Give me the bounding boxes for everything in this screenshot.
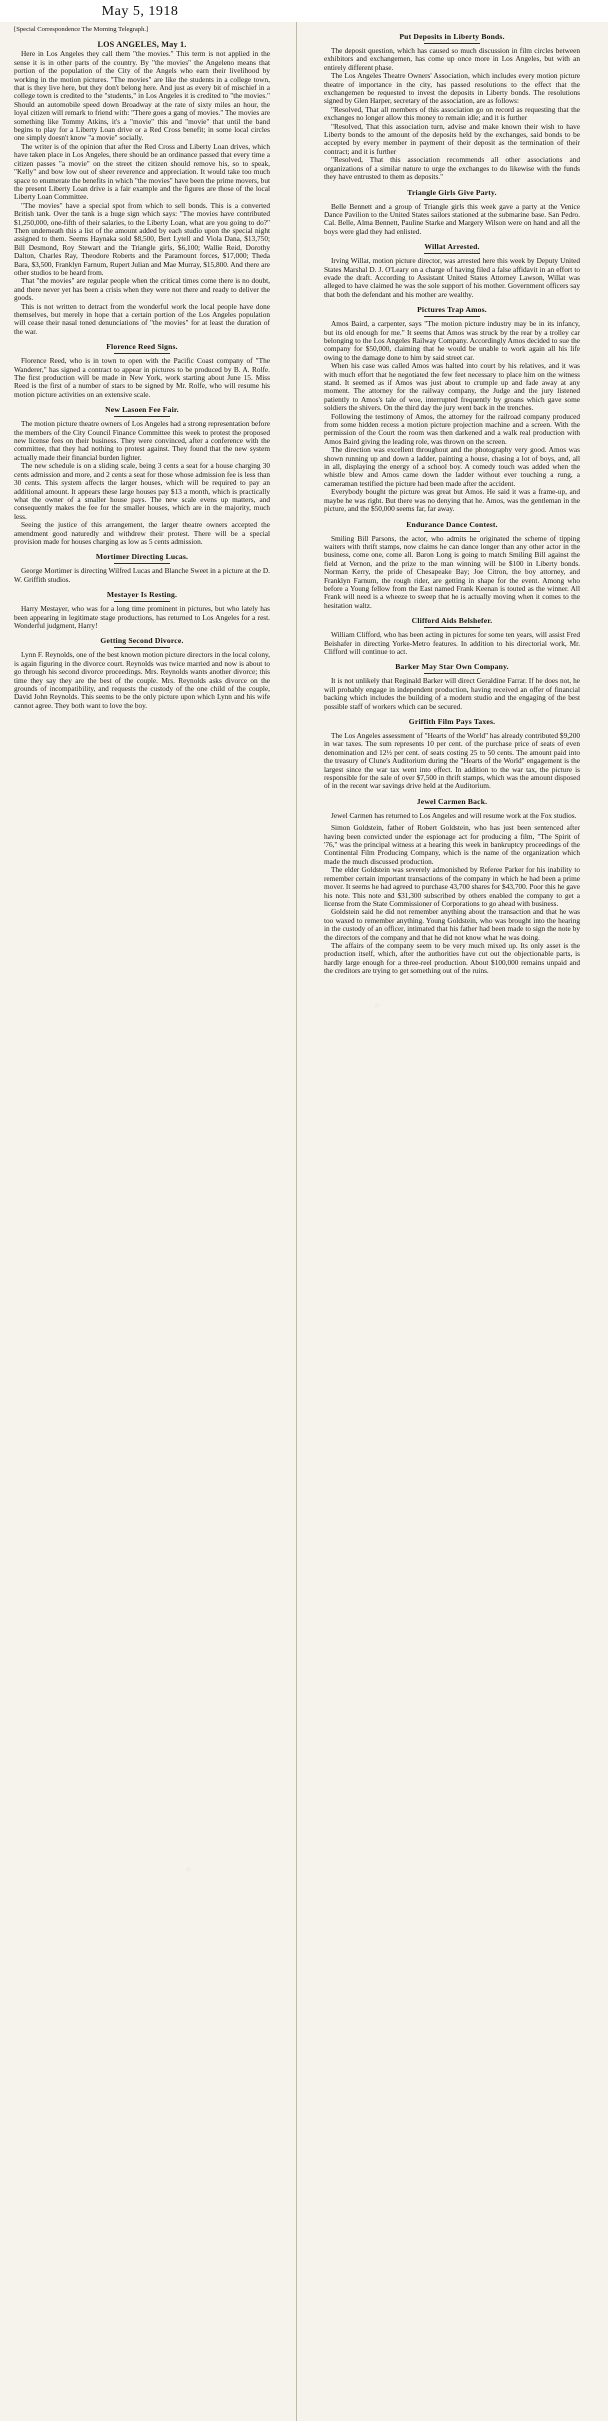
section-headline: New Lasoen Fee Fair. bbox=[105, 405, 179, 415]
left-column bbox=[8, 22, 276, 716]
headline-rule bbox=[424, 316, 480, 317]
section-headline: Put Deposits in Liberty Bonds. bbox=[399, 32, 505, 41]
section-paragraph: The affairs of the company seem to be very much mixed up. Its only asset is the production itself, which, after the authorities have cut out the objectionable parts, is hardly large enough for a three-reel production. About $100,000 remains unpaid and the creditors are trying to get something out of the ruins. bbox=[324, 940, 580, 976]
lead-paragraph: That "the movies" are regular people when the critical times come there is no doubt, and there never yet has been a crisis when they were not there and ready to deliver the goods. bbox=[14, 276, 270, 303]
section-paragraph: It is not unlikely that Reginald Barker will direct Geraldine Farrar. If he does not, he will probably engage in independent production, having received an offer of financial backing which includes the building of a modern studio and the engaging of the best possible staff of workers which can be secured. bbox=[324, 676, 580, 711]
section-headline: Griffith Film Pays Taxes. bbox=[408, 717, 496, 726]
lead-paragraph: The writer is of the opinion that after the Red Cross and Liberty Loan drives, which have taken place in Los Angeles, there should be an ordinance passed that every time a citizen passes "a movie" on the street the citizen should remove his, so to speak, "Kelly" and bow low out of sheer reverence and appreciation. It would take too much space to enumerate the benefits in which "the movies" have been the prime movers, but the present Liberty Loan drive is a fair example and the figures are those of the local Liberty Loan Committee. bbox=[14, 141, 270, 202]
section-paragraph: When his case was called Amos was halted into court by his relatives, and it was with much effort that he negotiated the few feet necessary to place him on the witness stand. It seemed as if Amos was just about to crumple up and fade away at any moment. The attorney for the railway company, the Judge and the jury listened patiently to Amos's tale of woe, interrupted frequently by groans which gave some soldiers the shivers. On the third day the jury went back in the trenches. bbox=[324, 361, 580, 413]
section-paragraph: The Los Angeles assessment of "Hearts of the World" has already contributed $9,200 in war taxes. The sum represents 10 per cent. of the purchase price of seats of even denomination and 12½ per cent. of seats costing 25 to 50 cents. The amount paid into the treasury of Clune's Auditorium during the "Hearts of the World" engagement is the largest since the war tax went into effect. In addition to the war tax, the picture is responsible for the sale of over $7,500 in thrift stamps, which was the amount disposed of in the recent war savings drive held at the Auditorium. bbox=[324, 731, 580, 791]
section-headline: Clifford Aids Belshefer. bbox=[411, 616, 493, 626]
headline-rule bbox=[424, 43, 480, 44]
section-headline: Barker May Star Own Company. bbox=[395, 662, 509, 672]
lead-paragraph: "The movies" have a special spot from which to sell bonds. This is a converted British tank. Over the tank is a huge sign which says: "The movies have contributed $1,250,000, one-fifth of their salaries, to the Liberty Loan, what are you going to do?" Then underneath this a list of the amount added by each studio upon the special night assigned to them. Seems Haynaka sold $8,500, Bert Lytell and Viola Dana, $13,750; Bill Desmond, Roy Stewart and the Triangle girls, $6,100; Wallie Reid, Dorothy Dalton, Charles Ray, Theodore Roberts and the Paramount forces, $17,000; Theda Bara, $3,500, Franklyn Farnum, Rupert Julian and Mae Murray, $15,800. And there are other studios to be heard from. bbox=[14, 200, 270, 277]
section-paragraph: William Clifford, who has been acting in pictures for some ten years, will assist Fred Beishafer in directing Yorke-Metro features. In addition to his directorial work, Mr. Clifford will continue to act. bbox=[324, 630, 580, 656]
lead-paragraph: Here in Los Angeles they call them "the movies." This term is not applied in the sense it is in other parts of the country. By "the movies" the Angeleno means that portion of the population of the City of the Angels who earn their livelihood by working in the motion pictures. "The movies" are like the students in a college town, that is they live here, but they don't belong here. And just as every bit of mischief in a college town is credited to the "students," in Los Angeles it is credited to "the movies." Should an automobile speed down Broadway at the rate of sixty miles an hour, the loyal citizen will remark to friend with: "There goes a gang of movies." The movies are something like Tommy Atkins, it's a "movie" this and "movie" that until the band begins to play for a Liberty Loan drive or a Red Cross benefit; in some local circles one simply doesn't know "a movie" socially. bbox=[14, 49, 270, 143]
section-paragraph: Irving Willat, motion picture director, was arrested here this week by Deputy United States Marshal D. J. O'Leary on a charge of having filed a false affidavit in an effort to evade the draft. According to Assistant United States Attorney Lawson, Willat was alleged to have claimed he was the sole support of his mother. Government officers say that both the defendant and his mother are wealthy. bbox=[324, 256, 580, 299]
section-headline: Florence Reed Signs. bbox=[106, 342, 178, 352]
headline-rule bbox=[114, 353, 170, 354]
section-paragraph: "Resolved, That all members of this association go on record as requesting that the exchanges no longer allow this money to remain idle; and it is further bbox=[324, 104, 580, 123]
section-headline: Mestayer Is Resting. bbox=[106, 590, 178, 600]
section-paragraph: Everybody bought the picture was great but Amos. He said it was a frame-up, and maybe he was right. But there was no denying that he. Amos, was the gentleman in the picture, and the $50,000 seems far, far away. bbox=[324, 487, 580, 514]
right-column bbox=[318, 22, 586, 982]
column-divider bbox=[296, 22, 297, 2421]
section-paragraph: The elder Goldstein was severely admonished by Referee Parker for his inability to remember certain important transactions of the company in which he had been a prime mover. It seems he had agreed to purchase 43,700 shares for $43,700. Poor this he gave his note. This note and $31,300 subscribed by others enabled the company to get a license from the State Commissioner of Corporations to go ahead with business. bbox=[324, 865, 580, 908]
section-headline: Getting Second Divorce. bbox=[100, 636, 184, 646]
section-paragraph: "Resolved, That this association recommends all other associations and organizations of a similar nature to urge the exchanges to do likewise with the funds they have entrusted to them as deposits." bbox=[324, 155, 580, 182]
section-paragraph: The Los Angeles Theatre Owners' Association, which includes every motion picture theatre of importance in the city, has passed resolutions to the effect that the exchangemen be requested to invest the deposits in Liberty bonds. The resolutions signed by Glen Harper, secretary of the association, are as follows: bbox=[324, 71, 580, 106]
page-date: May 5, 1918 bbox=[101, 4, 179, 19]
correspondence-credit: [Special Correspondence The Morning Telegraph.] bbox=[14, 26, 149, 33]
headline-rule bbox=[424, 673, 480, 674]
section-paragraph: Seeing the justice of this arrangement, the larger theatre owners accepted the amendment good naturedly and withdrew their protest. There will be a special provision made for houses charging as low as 5 cents admission. bbox=[14, 520, 270, 546]
section-paragraph: Belle Bennett and a group of Triangle girls this week gave a party at the Venice Dance Pavilion to the United States sailors stationed at the submarine base. San Pedro. Cal. Belle, Alma Bennett, Pauline Starke and Margery Wilson were on hand and all the boys were glad they had enlisted. bbox=[324, 201, 580, 236]
dateline-headline: LOS ANGELES, May 1. bbox=[97, 40, 187, 50]
lead-paragraph: This is not written to detract from the wonderful work the local people have done themselves, but merely in hope that a certain portion of the Los Angeles population will cease their nasal toned denunciations of "the movies" for at least the duration of the war. bbox=[14, 301, 270, 336]
section-paragraph: Goldstein said he did not remember anything about the transaction and that he was too waxed to remember anything. Young Goldstein, who was brought into the hearing in the custody of an officer, intimated that his father had been made to sign the note by the directors of the company and that he did not know what he was doing. bbox=[324, 907, 580, 942]
section-headline: Endurance Dance Contest. bbox=[406, 519, 498, 529]
section-paragraph: Harry Mestayer, who was for a long time prominent in pictures, but who lately has been appearing in legitimate stage productions, has returned to Los Angeles for a rest. Wonderful judgment, Harry! bbox=[14, 604, 270, 630]
section-paragraph: The direction was excellent throughout and the photography very good. Amos was shown running up and down a ladder, painting a house, chasing a lot of boys, and, all in all, displaying the energy of a school boy. A comedy touch was added when the whistle blew and Amos came down the ladder without ever touching a rung, a cameraman testified the picture had been made after the accident. bbox=[324, 445, 580, 488]
section-headline: Pictures Trap Amos. bbox=[417, 305, 487, 315]
section-paragraph: The motion picture theatre owners of Los Angeles had a strong representation before the members of the City Council Finance Committee this week to protest the proposed new license fees on their business. They were convinced, after a conference with the committee, that they had nothing to protest against. They found that the new system actually made their financial burden lighter. bbox=[14, 419, 270, 462]
section-paragraph: Florence Reed, who is in town to open with the Pacific Coast company of "The Wanderer," has signed a contract to appear in pictures to be produced by B. A. Rolfe. The first production will be made in New York, work starting about June 15. Miss Reed is the first of a number of stars to be signed by Mr. Rolfe, who will resume his motion picture activities on an extensive scale. bbox=[14, 356, 270, 399]
headline-rule bbox=[424, 531, 480, 532]
section-paragraph: "Resolved, That this association turn, advise and make known their wish to have Liberty bonds to the amount of the deposits held by the exchanges, said bonds to be accepted by every member in payment of their deposit as the termination of their contract; and it is further bbox=[324, 121, 580, 156]
section-paragraph: Following the testimony of Amos, the attorney for the railroad company produced from some hidden recess a motion picture projection machine and a screen. With the permission of the Court the room was then darkened and a walk real production with Amos Baird giving the leading role, was thrown on the screen. bbox=[324, 411, 580, 446]
headline-rule bbox=[114, 647, 170, 648]
section-paragraph: Smiling Bill Parsons, the actor, who admits he originated the scheme of tipping waiters with thrift stamps, now claims he can dance longer than any other actor in the business, come one, come all. Baron Long is going to match Smiling Bill against the field at Vernon, and the prize to the man winning will be $100 in Liberty bonds. Norman Kerry, the pride of Chesapeake Bay; Joe Citron, the boy attorney, and Franklyn Farnum, the rough rider, are getting in shape for the event. Among who before a Young fellow from the East named Frank Keenan is touted as the winner. All Frank will need is a wheeze to sweep that he is actually moving when it comes to the hesitation waltz. bbox=[324, 533, 580, 610]
section-paragraph: Amos Baird, a carpenter, says "The motion picture industry may be in its infancy, but its old enough for me." It seems that Amos was struck by the rear by a trolley car belonging to the Los Angeles Railway Company. Accordingly Amos decided to sue the company for $50,000, claiming that he would be unable to work again all his life owing to the damage done to him by said street car. bbox=[324, 319, 580, 362]
section-paragraph: George Mortimer is directing Wilfred Lucas and Blanche Sweet in a picture at the D. W. Griffith studios. bbox=[14, 566, 270, 584]
section-paragraph: Jewel Carmen has returned to Los Angeles and will resume work at the Fox studios. bbox=[331, 810, 577, 820]
headline-rule bbox=[424, 728, 480, 729]
headline-rule bbox=[114, 563, 170, 564]
headline-rule bbox=[114, 601, 170, 602]
section-headline: Triangle Girls Give Party. bbox=[407, 187, 497, 197]
section-headline: Mortimer Directing Lucas. bbox=[95, 552, 189, 562]
section-paragraph: The deposit question, which has caused so much discussion in film circles between exhibitors and exchangemen, has come up once more in Los Angeles, but with an entirely different phase. bbox=[324, 46, 580, 72]
headline-rule bbox=[424, 253, 480, 254]
headline-rule bbox=[424, 199, 480, 200]
section-headline: Jewel Carmen Back. bbox=[416, 796, 488, 806]
section-paragraph: Lynn F. Reynolds, one of the best known motion picture directors in the local colony, is again figuring in the divorce court. Reynolds was twice married and now is about to go through his second divorce proceedings. Mrs. Reynolds wants another divorce; this time they say they are the best of the couple. Mrs. Reynolds asks divorce on the grounds of incompatibility, and requests the custody of the one child of the couple, David John Reynolds. This seems to be the only picture upon which Lynn and his wife cannot agree. They both want to love the boy. bbox=[14, 650, 270, 710]
section-headline: Willat Arrested. bbox=[424, 242, 480, 252]
section-paragraph: Simon Goldstein, father of Robert Goldstein, who has just been sentenced after having been convicted under the espionage act for producing a film, "The Spirit of '76," was the principal witness at a hearing this week in bankruptcy proceedings of the Continental Film Producing Company, which is the name of the organization which made the much discussed production. bbox=[324, 823, 580, 866]
headline-rule bbox=[424, 808, 480, 809]
headline-rule bbox=[114, 416, 170, 417]
section-paragraph: The new schedule is on a sliding scale, being 3 cents a seat for a house charging 30 cents admission and more, and 2 cents a seat for those whose admission fee is less than 30 cents. This system affects the larger houses, which will be required to pay an additional amount. It appears these large houses pay $13 a month, which is practically what the owner of a smaller house pays. The new scale evens up matters, and consequently makes the fee for the smaller houses, which are in the majority, much less. bbox=[14, 461, 270, 521]
headline-rule bbox=[424, 627, 480, 628]
